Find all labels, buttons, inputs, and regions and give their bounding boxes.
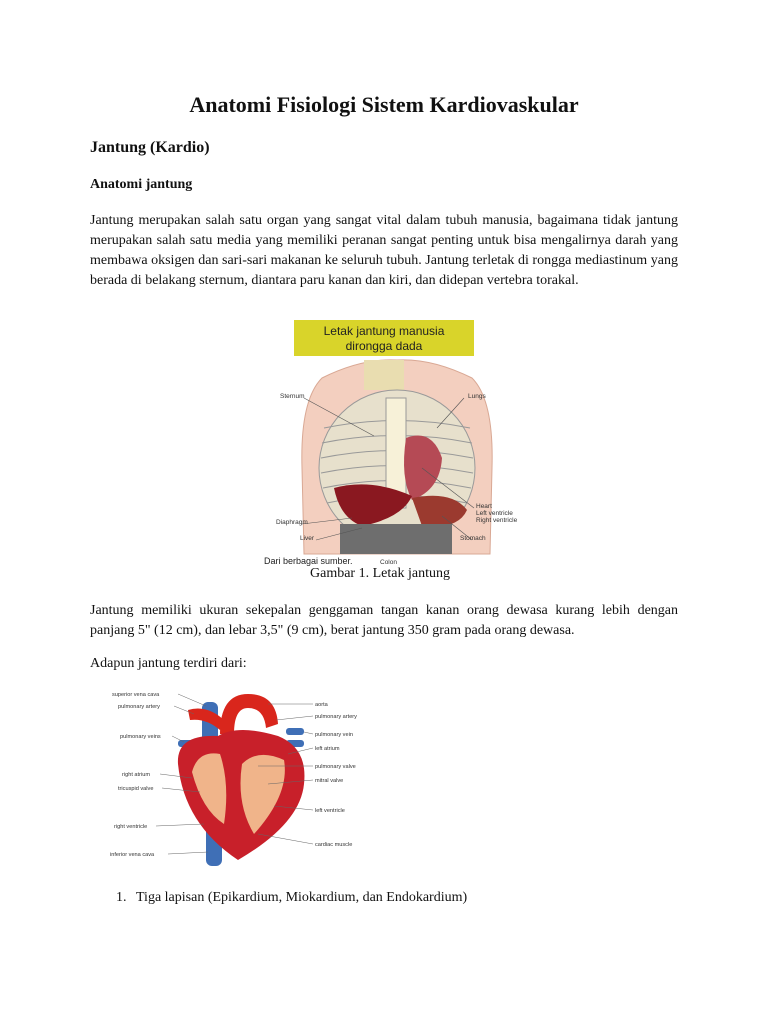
label-pulmonary-valve: pulmonary valve: [315, 764, 356, 770]
label-pulmonary-artery-left: pulmonary artery: [118, 704, 160, 710]
label-mitral-valve: mitral valve: [315, 778, 344, 784]
banner-line-1: Letak jantung manusia: [323, 324, 445, 338]
label-right-ventricle: Right ventricle: [476, 517, 518, 524]
label-left-ventricle: Left ventricle: [476, 510, 513, 517]
label-pulmonary-vein: pulmonary vein: [315, 732, 353, 738]
label-pulmonary-artery-right: pulmonary artery: [315, 714, 357, 720]
label-cardiac-muscle: cardiac muscle: [315, 842, 353, 848]
label-left-ventricle: left ventricle: [315, 808, 345, 814]
label-sternum: Sternum: [280, 393, 305, 400]
list-item-number: 1.: [116, 890, 127, 905]
paragraph-anatomy: Jantung merupakan salah satu organ yang sangat vital dalam tubuh manusia, bagaimana tidak jantung merupakan salah satu media yang memiliki peranan sangat penting untuk bisa mengalirnya darah yang membawa oksigen dan sari-sari makanan ke seluruh tubuh. Jantung terletak di rongga mediastinum yang berada di belakang sternum, diantara paru kanan dan kiri, dan didepan vertebra torakal.: [90, 213, 678, 288]
layers-list: [116, 890, 467, 906]
label-tricuspid-valve: tricuspid valve: [118, 786, 154, 792]
label-stomach: Stomach: [460, 535, 486, 542]
figure-1-caption: Gambar 1. Letak jantung: [310, 566, 450, 581]
label-pulmonary-veins: pulmonary veins: [120, 734, 161, 740]
pulmonary-vein-shape: [286, 728, 304, 735]
label-lungs: Lungs: [468, 393, 486, 400]
neck-shape: [364, 360, 404, 390]
document-title: Anatomi Fisiologi Sistem Kardiovaskular: [189, 92, 579, 117]
paragraph-size: Jantung memiliki ukuran sekepalan genggaman tangan kanan orang dewasa kurang lebih dengan panjang 5" (12 cm), dan lebar 3,5" (9 cm), berat jantung 350 gram pada orang dewasa.: [90, 603, 678, 638]
list-item: [116, 890, 467, 906]
label-inferior-vena-cava: inferior vena cava: [110, 852, 155, 858]
label-aorta: aorta: [315, 702, 328, 708]
label-heart: Heart: [476, 503, 492, 510]
colon-shape: [340, 524, 452, 554]
label-left-atrium: left atrium: [315, 746, 340, 752]
label-liver: Liver: [300, 535, 315, 542]
heart-anatomy-figure: [108, 684, 370, 866]
label-colon: Colon: [380, 559, 397, 566]
paragraph-intro-list: Adapun jantung terdiri dari:: [90, 656, 247, 671]
banner-line-2: dirongga dada: [345, 339, 423, 353]
figure-source: Dari berbagai sumber.: [264, 556, 353, 566]
label-right-ventricle: right ventricle: [114, 824, 148, 830]
label-right-atrium: right atrium: [122, 772, 150, 778]
label-diaphragm: Diaphragm: [276, 519, 308, 526]
label-superior-vena-cava: superior vena cava: [112, 692, 160, 698]
list-item-text: Tiga lapisan (Epikardium, Miokardium, dan Endokardium): [136, 890, 468, 905]
section-heading: Jantung (Kardio): [90, 139, 210, 156]
heart-location-figure: [262, 318, 532, 570]
subsection-heading: Anatomi jantung: [90, 177, 193, 192]
aorta-shape: [220, 694, 278, 734]
